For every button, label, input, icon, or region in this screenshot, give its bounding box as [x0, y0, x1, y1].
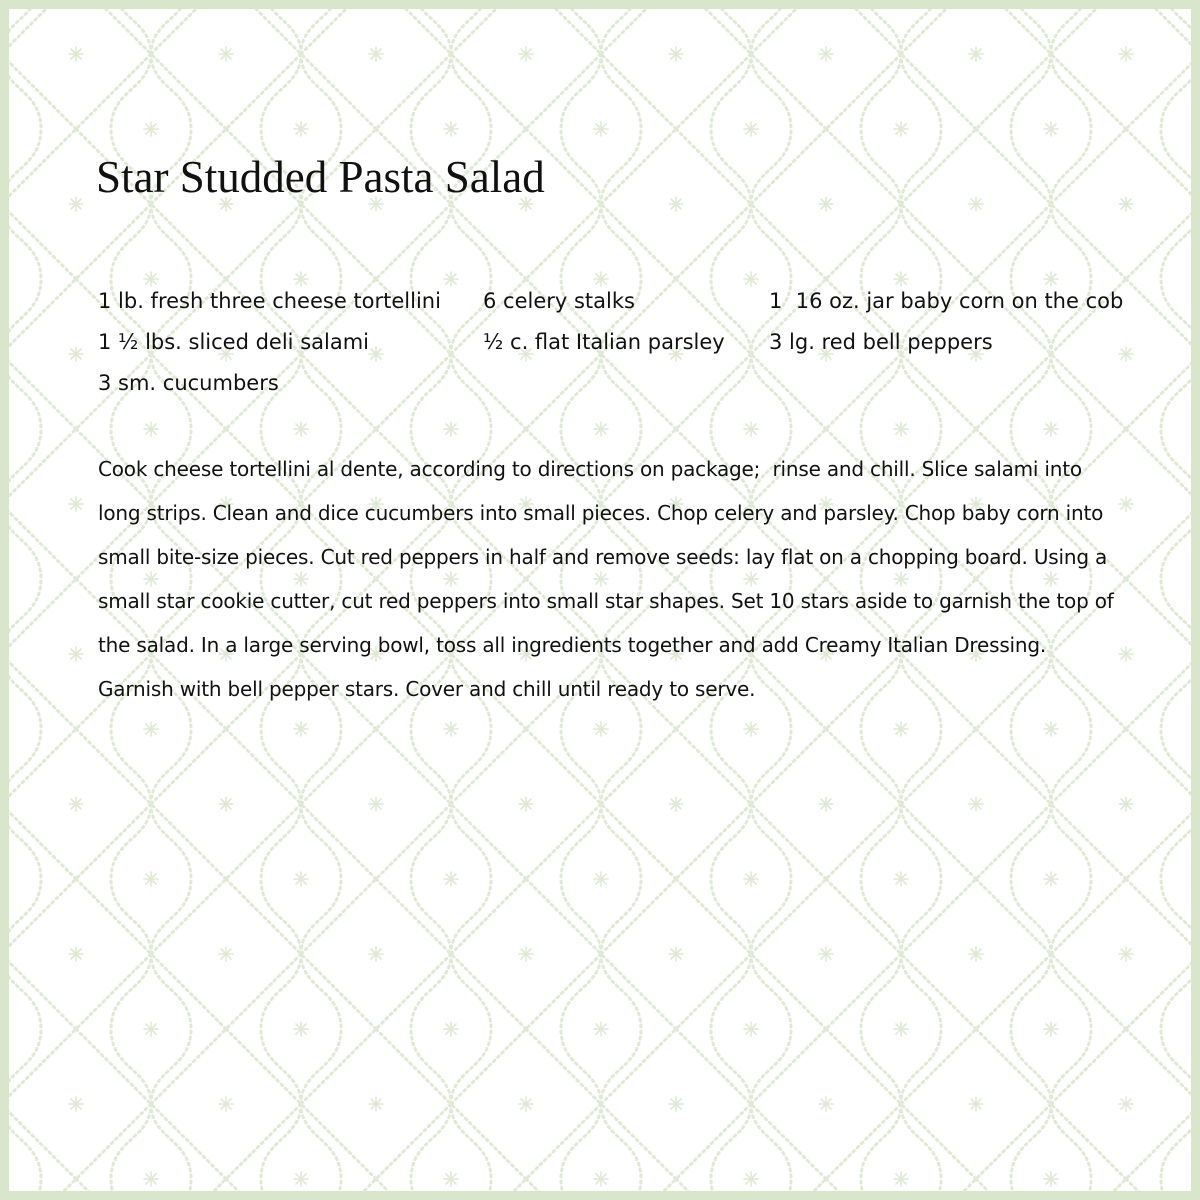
- recipe-content: [9, 9, 1191, 1191]
- ingredients-column-1: [98, 281, 441, 404]
- ingredient-item: 1 16 oz. jar baby corn on the cob: [769, 289, 1124, 313]
- recipe-title: Star Studded Pasta Salad: [96, 152, 545, 202]
- ingredient-item: 1 lb. fresh three cheese tortellini: [98, 289, 441, 313]
- ingredient-item: 3 lg. red bell peppers: [769, 330, 993, 354]
- ingredient-item: 6 celery stalks: [483, 289, 635, 313]
- ingredient-item: 1 ½ lbs. sliced deli salami: [98, 330, 370, 354]
- recipe-directions: Cook cheese tortellini al dente, according to directions on package; rinse and chill. Slice salami into long strips. Clean and dice cucumbers into small pieces. Chop celery and parsley. Chop baby corn into small bite-size pieces. Cut red peppers in half and remove seeds: lay flat on a chopping board. Using a small star cookie cutter, cut red peppers into small star shapes. Set 10 stars aside to garnish the top of the salad. In a large serving bowl, toss all ingredients together and add Creamy Italian Dressing. Garnish with bell pepper stars. Cover and chill until ready to serve.: [98, 457, 1120, 701]
- ingredients-column-2: [483, 281, 725, 363]
- ingredient-item: 3 sm. cucumbers: [98, 371, 279, 395]
- ingredient-item: ½ c. flat Italian parsley: [483, 330, 725, 354]
- ingredients-column-3: [769, 281, 1123, 363]
